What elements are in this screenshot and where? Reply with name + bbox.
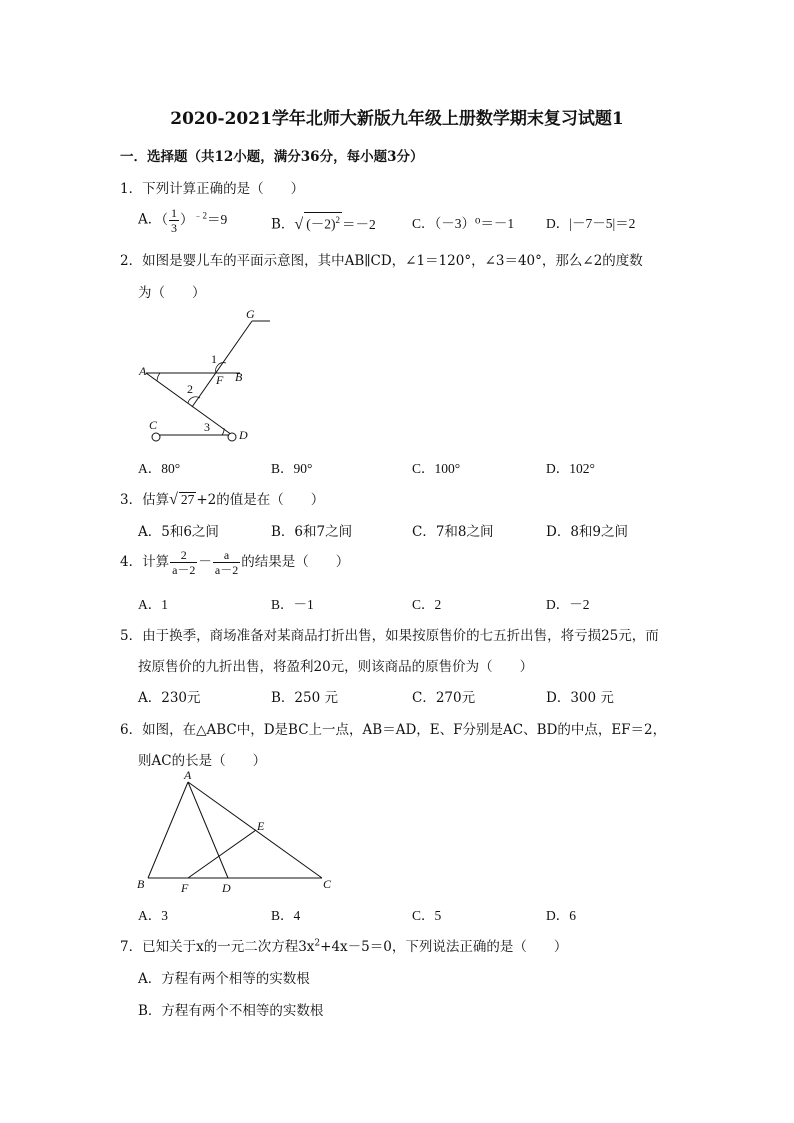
radical-icon: √	[169, 491, 178, 508]
fraction-2: $\frac{a}{a-2}$	[214, 548, 239, 577]
question-2-option-a: A．80°	[138, 461, 181, 476]
question-4-option-b: B．－1	[271, 597, 314, 612]
label-d: D	[239, 428, 248, 442]
question-7-option-a: A．方程有两个相等的实数根	[138, 971, 310, 987]
wheel-c	[152, 433, 160, 441]
segment-handle	[192, 321, 252, 407]
question-1-option-d: D．|－7－5|＝2	[546, 216, 636, 231]
question-6-stem-line2: 则AC的长是（ ）	[138, 753, 267, 769]
label-b: B	[137, 877, 145, 891]
question-6-option-a: A．3	[138, 908, 168, 923]
radical-icon: √	[294, 215, 304, 233]
section-heading: 一．选择题（共12小题，满分36分，每小题3分）	[120, 149, 424, 165]
question-2-option-d: D．102°	[546, 461, 595, 476]
label-f: F	[181, 881, 189, 895]
question-6-stem-line1: 6．如图，在△ABC中，D是BC上一点，AB＝AD，E、F分别是AC、BD的中点，EF＝2，	[120, 722, 667, 738]
question-5-option-b: B．250 元	[271, 690, 338, 706]
question-5-stem-line1: 5．由于换季，商场准备对某商品打折出售，如果按原售价的七五折出售，将亏损25元，而	[120, 628, 659, 644]
question-2-option-c: C．100°	[412, 461, 461, 476]
option-label: A．	[138, 211, 162, 228]
question-4-stem: 4．计算 $\frac{2}{a-2}$ － $\frac{a}{a-2}$ 的结果是（ ）	[120, 548, 350, 577]
question-4-option-c: C．2	[412, 597, 442, 612]
label-a: A	[184, 768, 192, 782]
question-3-option-a: A．5和6之间	[138, 524, 219, 540]
label-f: F	[216, 373, 224, 387]
question-6-option-d: D．6	[546, 908, 576, 923]
question-3-stem: 3．估算√ 27 +2的值是在（ ）	[120, 491, 325, 508]
question-3-option-d: D．8和9之间	[546, 524, 629, 540]
wheel-d	[228, 433, 236, 441]
question-6-option-b: B．4	[271, 908, 301, 923]
label-angle-3: 3	[204, 420, 210, 434]
question-2-option-b: B．90°	[271, 461, 313, 476]
question-5-stem-line2: 按原售价的九折出售，将盈利20元，则该商品的原售价为（ ）	[138, 659, 534, 675]
fraction: $\frac{1}{3}$	[171, 206, 177, 235]
label-c: C	[323, 877, 332, 891]
label-e: E	[257, 819, 265, 833]
question-4-option-a: A．1	[138, 597, 168, 612]
question-6-option-c: C．5	[412, 908, 442, 923]
question-1-option-c: C．（－3）⁰＝－1	[412, 216, 515, 231]
question-5-option-d: D．300 元	[546, 690, 614, 706]
question-3-option-b: B．6和7之间	[271, 524, 353, 540]
label-angle-2: 2	[187, 382, 193, 396]
question-2-stem-line1: 2．如图是婴儿车的平面示意图，其中AB∥CD，∠1＝120°，∠3＝40°，那么∠2的度数	[120, 253, 643, 269]
question-5-option-c: C．270元	[412, 690, 476, 706]
label-a: A	[139, 364, 147, 378]
question-4-option-d: D．－2	[546, 597, 590, 612]
segment-ab	[148, 782, 188, 878]
triangle-figure	[132, 768, 338, 898]
question-1-option-a: A．（ $\frac{1}{3}$ ）$^{﹣2}$＝9	[138, 206, 228, 235]
question-5-option-a: A．230元	[138, 690, 201, 706]
question-1-stem: 1．下列计算正确的是（ ）	[120, 181, 305, 197]
stroller-figure	[130, 305, 280, 447]
question-1-option-b: B．√ $(-2)^2 =-2$	[271, 212, 376, 234]
label-angle-1: 1	[211, 352, 217, 366]
label-d: D	[222, 881, 231, 895]
question-7-stem: 7．已知关于x的一元二次方程$3x^2+4x-5=0$，下列说法正确的是（ ）	[120, 938, 568, 955]
question-2-stem-line2: 为（ ）	[138, 285, 206, 301]
question-7-option-b: B．方程有两个不相等的实数根	[138, 1003, 324, 1019]
page-title: 2020-2021学年北师大新版九年级上册数学期末复习试题1	[170, 109, 624, 129]
label-g: G	[246, 307, 255, 321]
fraction-1: $\frac{2}{a-2}$	[172, 548, 196, 577]
label-b: B	[235, 370, 243, 384]
label-c: C	[149, 418, 158, 432]
angle-a-mark	[157, 373, 160, 381]
question-3-option-c: C．7和8之间	[412, 524, 494, 540]
segment-ef	[188, 830, 256, 878]
